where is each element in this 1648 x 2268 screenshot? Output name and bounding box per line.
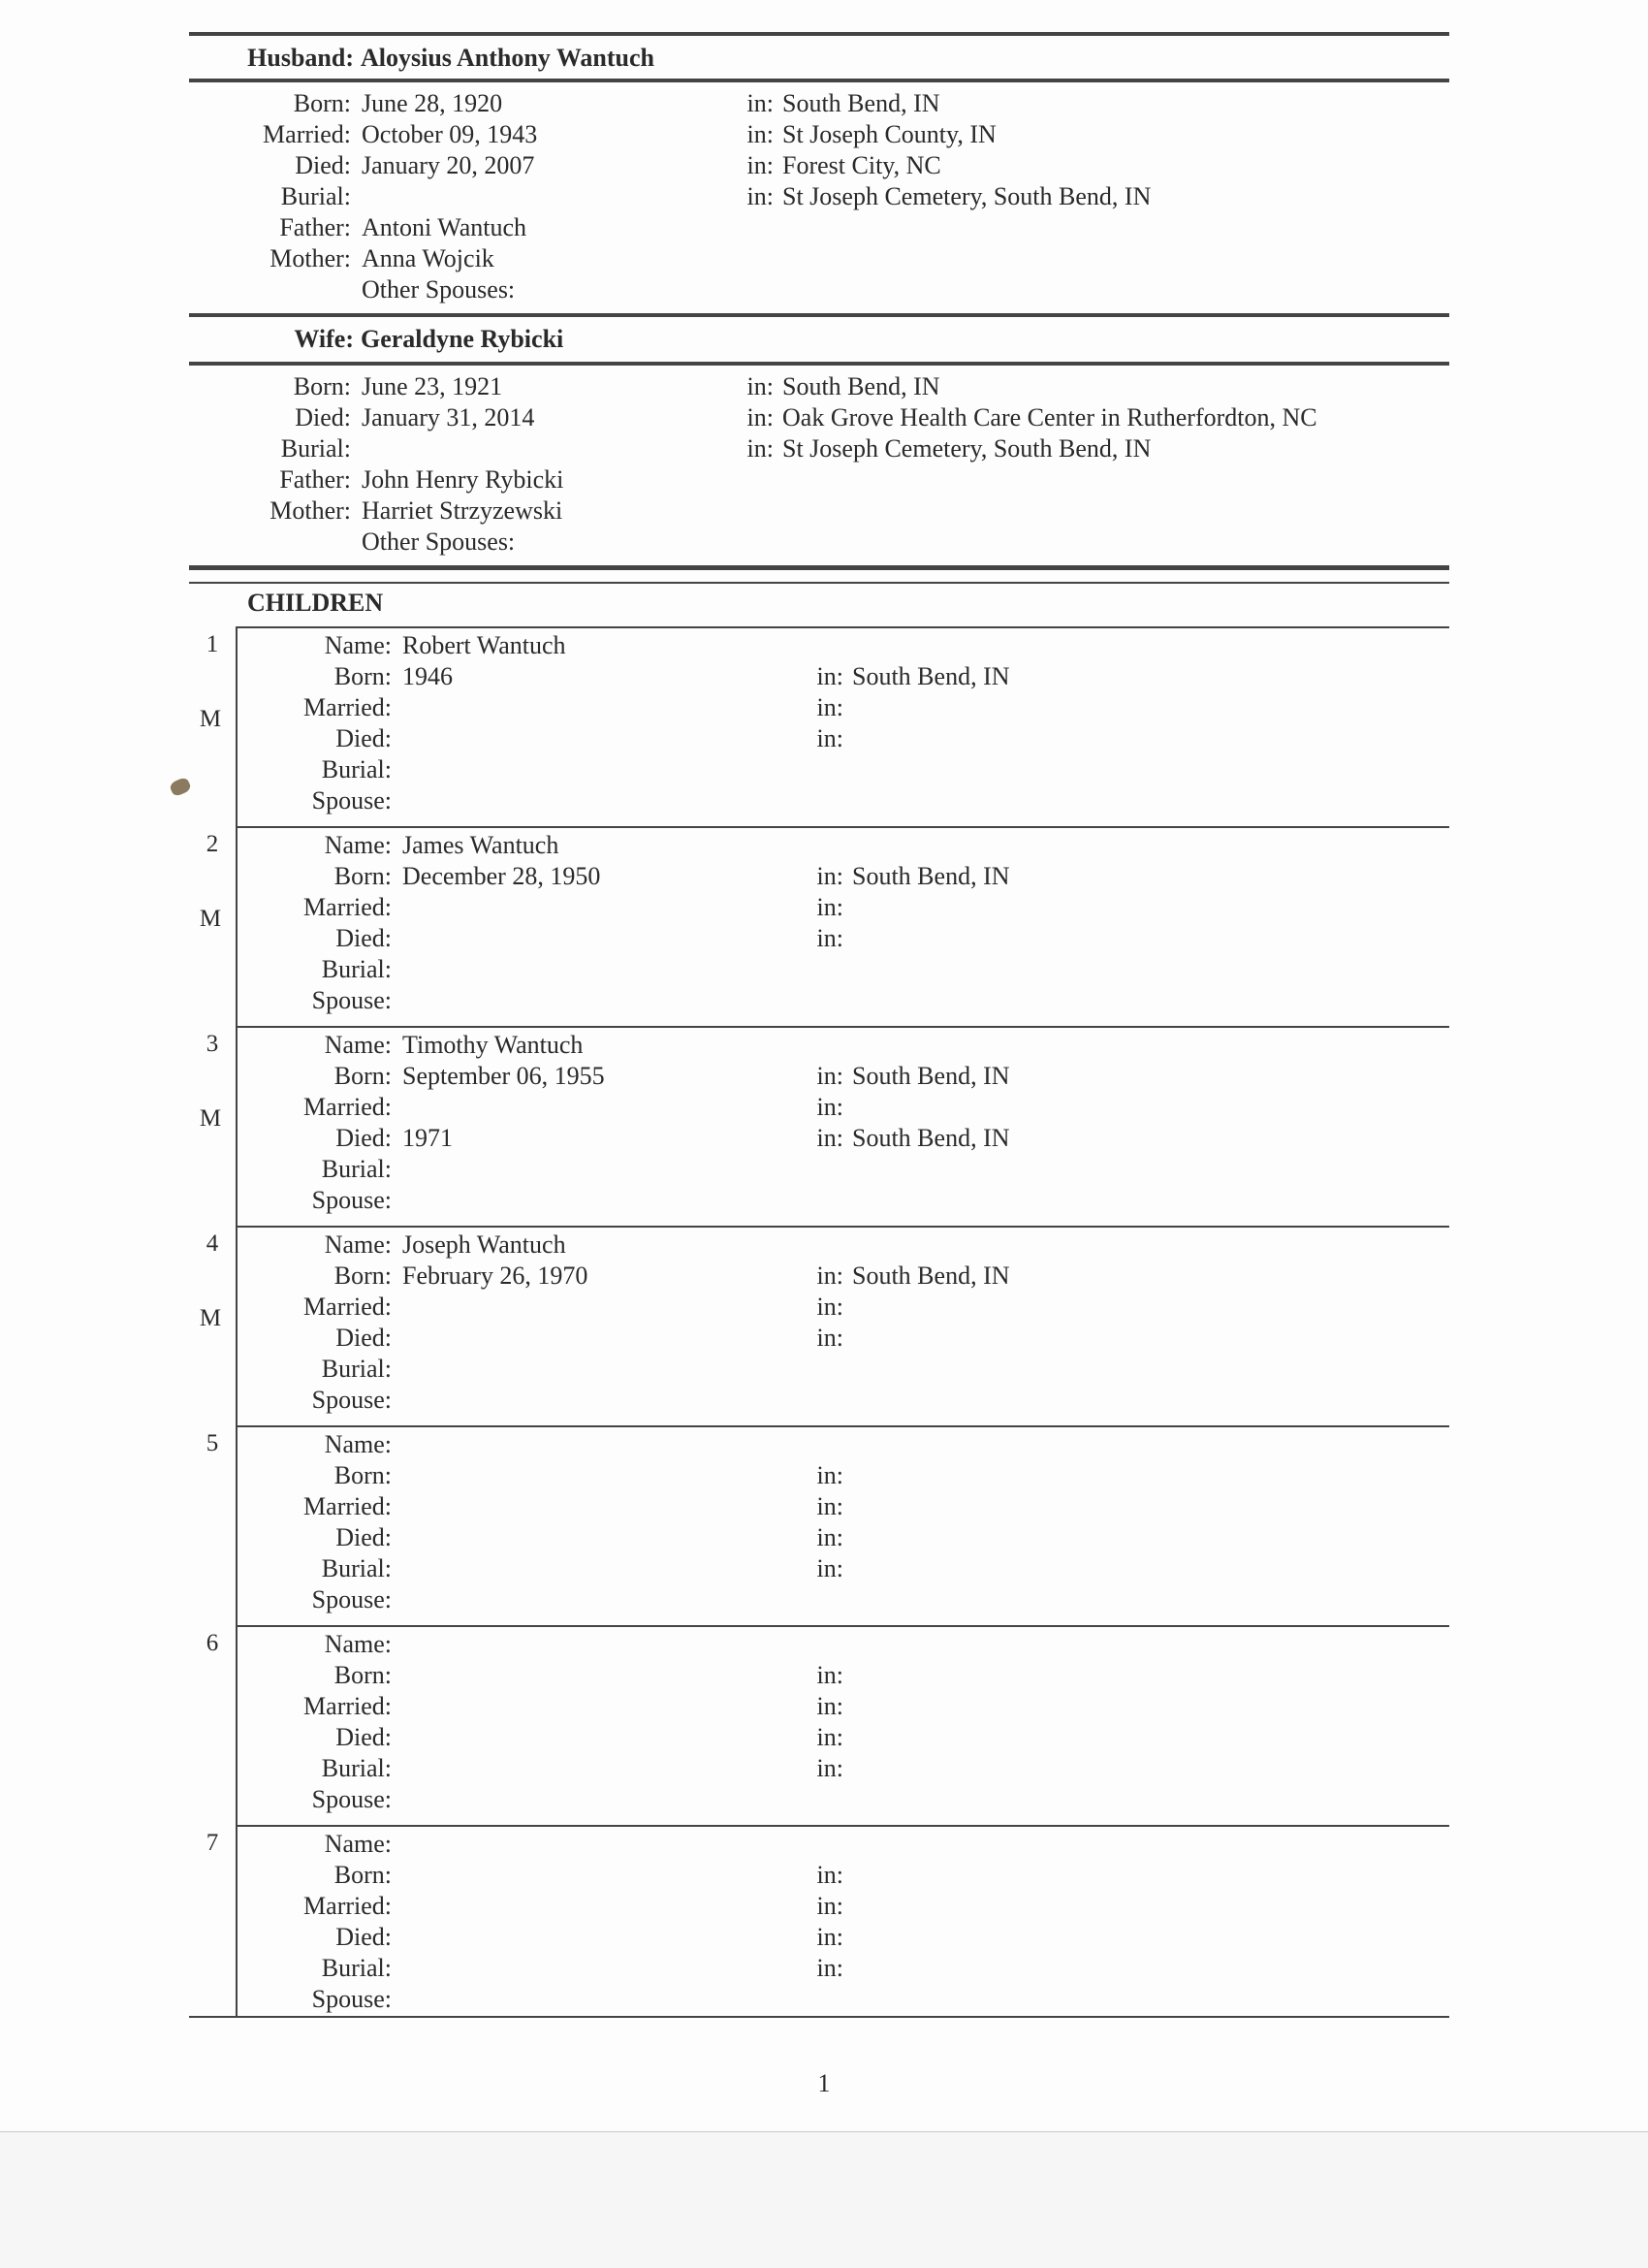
wife-field-label: Born:	[293, 372, 351, 400]
rule	[189, 2016, 1449, 2018]
child-field-label: Born:	[333, 1262, 392, 1290]
child-separator	[238, 826, 1449, 828]
child-place-value: South Bend, IN	[852, 1262, 1010, 1290]
children-heading: CHILDREN	[247, 589, 384, 617]
child-field-label: Name:	[324, 1630, 392, 1658]
child-field-label: Spouse:	[311, 786, 392, 815]
child-in-label: in:	[816, 1692, 843, 1720]
child-field-label: Married:	[303, 693, 392, 721]
rule	[189, 32, 1449, 36]
child-field-label: Married:	[303, 1492, 392, 1520]
child-field-label: Name:	[324, 1830, 392, 1858]
wife-in-label: in:	[746, 403, 774, 431]
child-sex: M	[199, 906, 222, 932]
child-field-value: December 28, 1950	[402, 862, 601, 890]
rule	[189, 313, 1449, 317]
child-field-value: 1946	[402, 662, 453, 690]
rule	[189, 362, 1449, 366]
child-field-label: Spouse:	[311, 1585, 392, 1613]
rule	[189, 582, 1449, 584]
child-in-label: in:	[816, 1554, 843, 1582]
wife-place-value: Oak Grove Health Care Center in Rutherfordton, NC	[782, 403, 1317, 431]
husband-field-value: Anna Wojcik	[362, 244, 494, 272]
child-field-label: Burial:	[321, 1954, 392, 1982]
wife-place-value: South Bend, IN	[782, 372, 940, 400]
child-field-label: Name:	[324, 1031, 392, 1059]
husband-heading-label: Husband:	[247, 44, 354, 72]
child-field-value: 1971	[402, 1124, 453, 1152]
child-in-label: in:	[816, 893, 843, 921]
wife-in-label: in:	[746, 372, 774, 400]
child-in-label: in:	[816, 662, 843, 690]
child-number: 3	[206, 1031, 219, 1057]
child-field-label: Died:	[335, 1723, 392, 1751]
husband-in-label: in:	[746, 151, 774, 179]
child-separator	[238, 1425, 1449, 1427]
wife-in-label: in:	[746, 434, 774, 463]
child-field-label: Born:	[333, 1062, 392, 1090]
child-field-label: Married:	[303, 1293, 392, 1321]
child-field-label: Died:	[335, 1124, 392, 1152]
husband-place-value: South Bend, IN	[782, 89, 940, 117]
child-field-label: Spouse:	[311, 1386, 392, 1414]
child-in-label: in:	[816, 1661, 843, 1689]
child-in-label: in:	[816, 1262, 843, 1290]
child-field-value: Joseph Wantuch	[402, 1230, 566, 1259]
child-field-label: Born:	[333, 1461, 392, 1489]
child-in-label: in:	[816, 1754, 843, 1782]
child-field-value: September 06, 1955	[402, 1062, 605, 1090]
child-in-label: in:	[816, 862, 843, 890]
child-in-label: in:	[816, 1492, 843, 1520]
child-in-label: in:	[816, 1293, 843, 1321]
child-field-label: Name:	[324, 831, 392, 859]
scanner-edge	[0, 2131, 1648, 2268]
wife-field-label: Mother:	[269, 496, 351, 525]
child-field-label: Spouse:	[311, 1186, 392, 1214]
child-field-label: Died:	[335, 1923, 392, 1951]
child-field-label: Died:	[335, 1523, 392, 1551]
child-field-label: Burial:	[321, 1155, 392, 1183]
child-place-value: South Bend, IN	[852, 862, 1010, 890]
husband-place-value: St Joseph County, IN	[782, 120, 997, 148]
child-field-label: Spouse:	[311, 1785, 392, 1813]
husband-field-value: Antoni Wantuch	[362, 213, 527, 241]
child-in-label: in:	[816, 1093, 843, 1121]
child-separator	[238, 1625, 1449, 1627]
husband-place-value: St Joseph Cemetery, South Bend, IN	[782, 182, 1152, 210]
wife-other-spouses: Other Spouses:	[362, 527, 516, 556]
child-field-label: Born:	[333, 662, 392, 690]
child-in-label: in:	[816, 1923, 843, 1951]
child-field-label: Married:	[303, 1892, 392, 1920]
child-place-value: South Bend, IN	[852, 662, 1010, 690]
husband-field-label: Father:	[279, 213, 351, 241]
husband-heading	[189, 43, 1449, 74]
wife-field-value: January 31, 2014	[362, 403, 535, 431]
child-field-label: Burial:	[321, 1754, 392, 1782]
husband-in-label: in:	[746, 182, 774, 210]
child-sex: M	[199, 706, 222, 732]
child-in-label: in:	[816, 1523, 843, 1551]
child-in-label: in:	[816, 1324, 843, 1352]
child-in-label: in:	[816, 1124, 843, 1152]
wife-place-value: St Joseph Cemetery, South Bend, IN	[782, 434, 1152, 463]
child-field-label: Name:	[324, 1430, 392, 1458]
wife-field-label: Father:	[279, 465, 351, 494]
child-number: 1	[206, 631, 219, 657]
husband-in-label: in:	[746, 89, 774, 117]
child-field-value: Timothy Wantuch	[402, 1031, 584, 1059]
child-in-label: in:	[816, 1461, 843, 1489]
child-field-label: Burial:	[321, 955, 392, 983]
child-field-value: James Wantuch	[402, 831, 559, 859]
child-number: 6	[206, 1630, 219, 1656]
child-field-label: Married:	[303, 1093, 392, 1121]
child-field-label: Died:	[335, 924, 392, 952]
child-separator	[238, 1226, 1449, 1228]
child-in-label: in:	[816, 1062, 843, 1090]
child-in-label: in:	[816, 924, 843, 952]
wife-heading-label: Wife:	[294, 325, 354, 353]
wife-heading	[189, 324, 1449, 355]
child-separator	[238, 1026, 1449, 1028]
wife-field-value: June 23, 1921	[362, 372, 503, 400]
child-number: 7	[206, 1830, 219, 1856]
child-field-label: Married:	[303, 893, 392, 921]
child-in-label: in:	[816, 1954, 843, 1982]
husband-field-label: Mother:	[269, 244, 351, 272]
child-sex: M	[199, 1305, 222, 1331]
child-field-value: Robert Wantuch	[402, 631, 566, 659]
child-separator	[238, 1825, 1449, 1827]
child-in-label: in:	[816, 724, 843, 752]
child-place-value: South Bend, IN	[852, 1062, 1010, 1090]
child-field-label: Spouse:	[311, 1985, 392, 2013]
child-in-label: in:	[816, 1861, 843, 1889]
child-field-label: Spouse:	[311, 986, 392, 1014]
child-in-label: in:	[816, 693, 843, 721]
husband-field-value: January 20, 2007	[362, 151, 535, 179]
rule	[189, 79, 1449, 82]
child-field-value: February 26, 1970	[402, 1262, 588, 1290]
child-field-label: Name:	[324, 1230, 392, 1259]
page-number: 1	[817, 2069, 831, 2097]
rule	[189, 565, 1449, 570]
child-number: 5	[206, 1430, 219, 1456]
rule	[238, 626, 1449, 628]
wife-field-value: Harriet Strzyzewski	[362, 496, 563, 525]
child-number: 4	[206, 1230, 219, 1257]
child-field-label: Born:	[333, 1861, 392, 1889]
child-field-label: Born:	[333, 862, 392, 890]
husband-in-label: in:	[746, 120, 774, 148]
husband-name: Aloysius Anthony Wantuch	[361, 44, 654, 72]
child-sex: M	[199, 1105, 222, 1132]
child-field-label: Burial:	[321, 1355, 392, 1383]
wife-field-value: John Henry Rybicki	[362, 465, 564, 494]
husband-field-label: Burial:	[280, 182, 351, 210]
husband-field-label: Born:	[293, 89, 351, 117]
child-place-value: South Bend, IN	[852, 1124, 1010, 1152]
husband-other-spouses: Other Spouses:	[362, 275, 516, 303]
child-field-label: Married:	[303, 1692, 392, 1720]
child-in-label: in:	[816, 1723, 843, 1751]
wife-name: Geraldyne Rybicki	[361, 325, 564, 353]
child-in-label: in:	[816, 1892, 843, 1920]
husband-field-label: Married:	[263, 120, 351, 148]
wife-field-label: Burial:	[280, 434, 351, 463]
wife-field-label: Died:	[295, 403, 351, 431]
child-field-label: Died:	[335, 724, 392, 752]
husband-place-value: Forest City, NC	[782, 151, 941, 179]
child-field-label: Burial:	[321, 755, 392, 783]
child-field-label: Born:	[333, 1661, 392, 1689]
child-field-label: Name:	[324, 631, 392, 659]
husband-field-value: October 09, 1943	[362, 120, 538, 148]
husband-field-label: Died:	[295, 151, 351, 179]
child-field-label: Died:	[335, 1324, 392, 1352]
child-number: 2	[206, 831, 219, 857]
husband-field-value: June 28, 1920	[362, 89, 503, 117]
child-field-label: Burial:	[321, 1554, 392, 1582]
